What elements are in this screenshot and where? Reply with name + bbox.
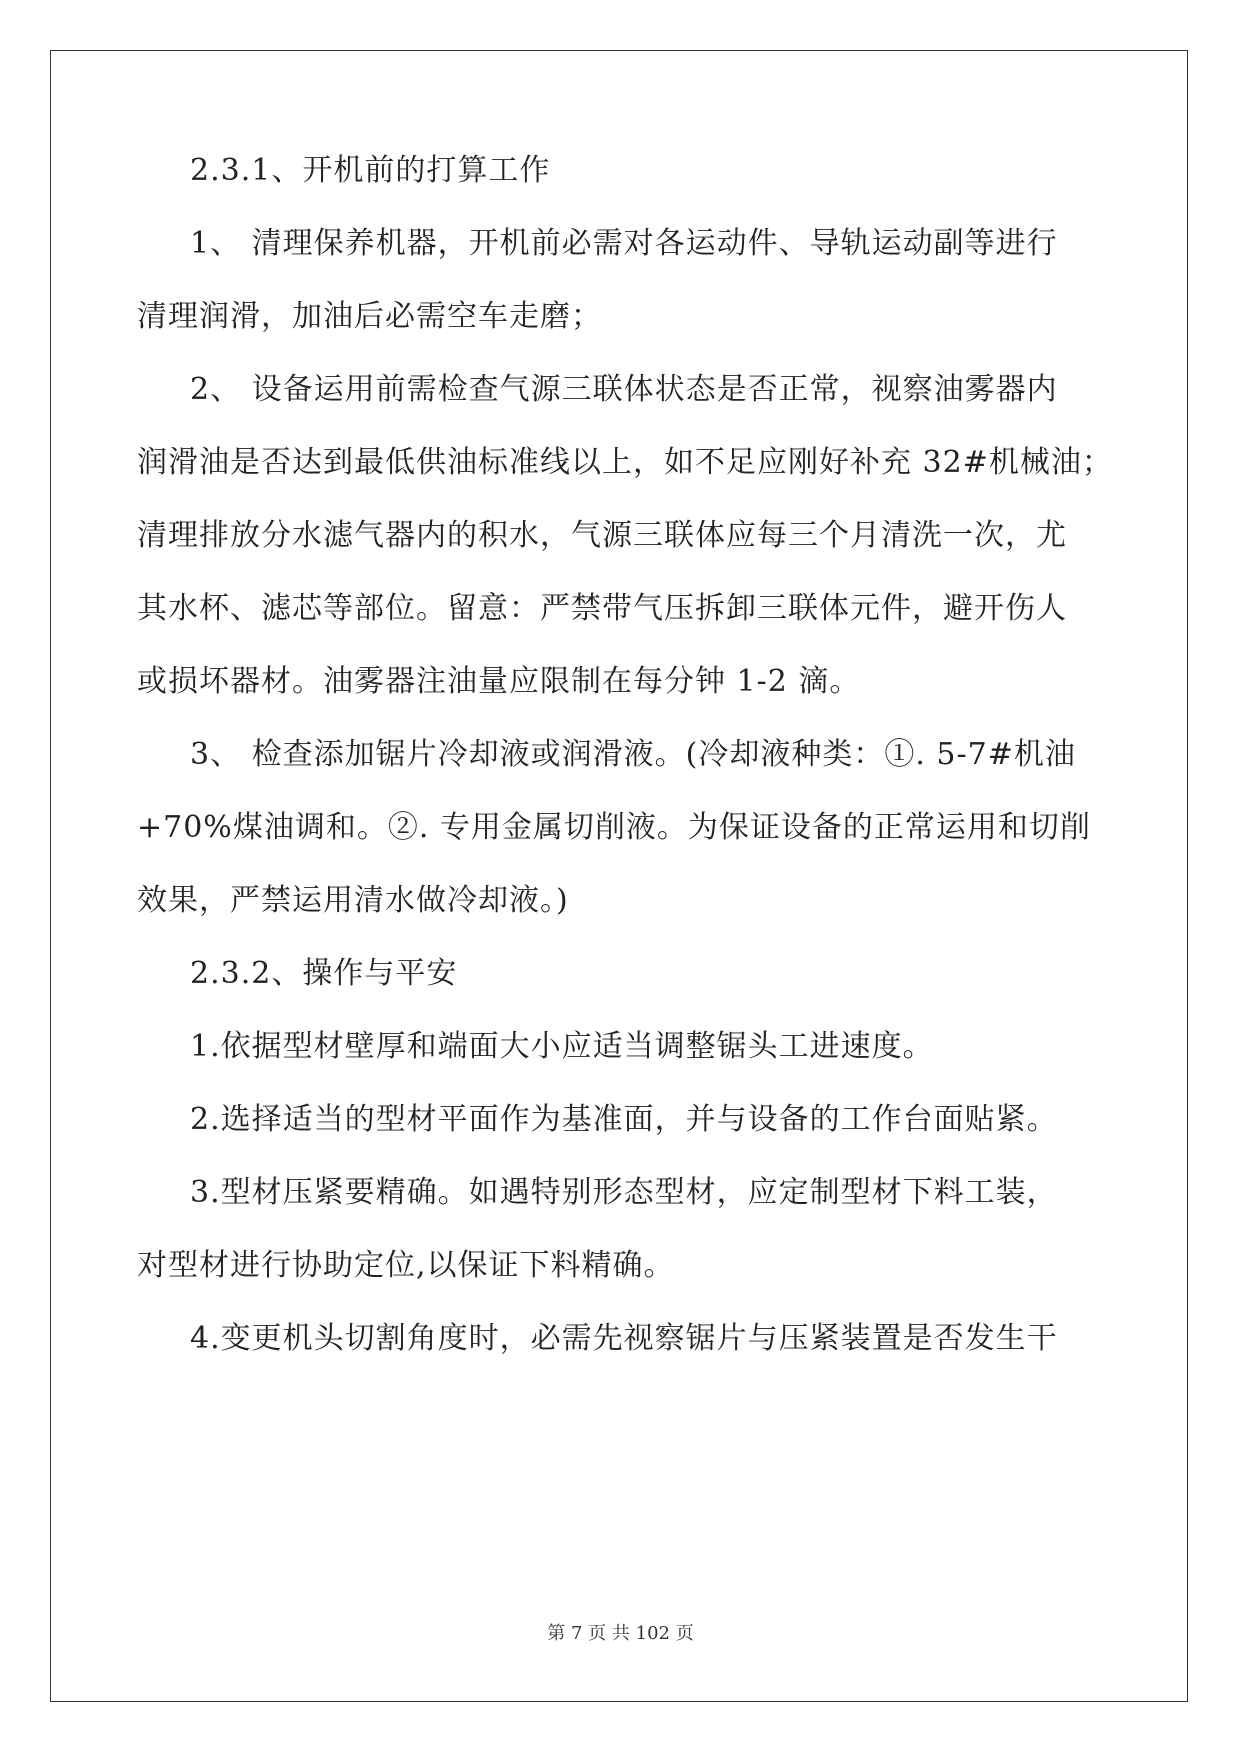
- paragraph-line: 清理排放分水滤气器内的积水，气源三联体应每三个月清洗一次，尤: [137, 518, 1067, 553]
- paragraph-line: 3.型材压紧要精确。如遇特别形态型材，应定制型材下料工装，: [190, 1175, 1058, 1210]
- paragraph-line: 效果，严禁运用清水做冷却液。): [137, 883, 569, 918]
- paragraph-line: 4.变更机头切割角度时，必需先视察锯片与压紧装置是否发生干: [190, 1321, 1058, 1356]
- paragraph-line: 3、 检查添加锯片冷却液或润滑液。(冷却液种类：①. 5-7#机油: [190, 737, 1076, 772]
- paragraph-line: 1.依据型材壁厚和端面大小应适当调整锯头工进速度。: [190, 1029, 934, 1064]
- section-heading-2-3-2: 2.3.2、操作与平安: [190, 956, 458, 991]
- paragraph-line: +70%煤油调和。②. 专用金属切削液。为保证设备的正常运用和切削: [137, 810, 1091, 845]
- page-number-footer: 第 7 页 共 102 页: [547, 1623, 694, 1644]
- page-border: [50, 50, 1188, 1702]
- paragraph-line: 或损坏器材。油雾器注油量应限制在每分钟 1-2 滴。: [137, 664, 861, 699]
- paragraph-line: 2、 设备运用前需检查气源三联体状态是否正常，视察油雾器内: [190, 372, 1058, 407]
- paragraph-line: 其水杯、滤芯等部位。留意：严禁带气压拆卸三联体元件，避开伤人: [137, 591, 1067, 626]
- paragraph-line: 润滑油是否达到最低供油标准线以上，如不足应刚好补充 32#机械油；: [137, 445, 1113, 480]
- paragraph-line: 2.选择适当的型材平面作为基准面，并与设备的工作台面贴紧。: [190, 1102, 1058, 1137]
- section-heading-2-3-1: 2.3.1、开机前的打算工作: [190, 153, 551, 188]
- paragraph-line: 1、 清理保养机器，开机前必需对各运动件、导轨运动副等进行: [190, 226, 1058, 261]
- paragraph-line: 清理润滑，加油后必需空车走磨；: [137, 299, 602, 334]
- paragraph-line: 对型材进行协助定位,以保证下料精确。: [137, 1248, 675, 1283]
